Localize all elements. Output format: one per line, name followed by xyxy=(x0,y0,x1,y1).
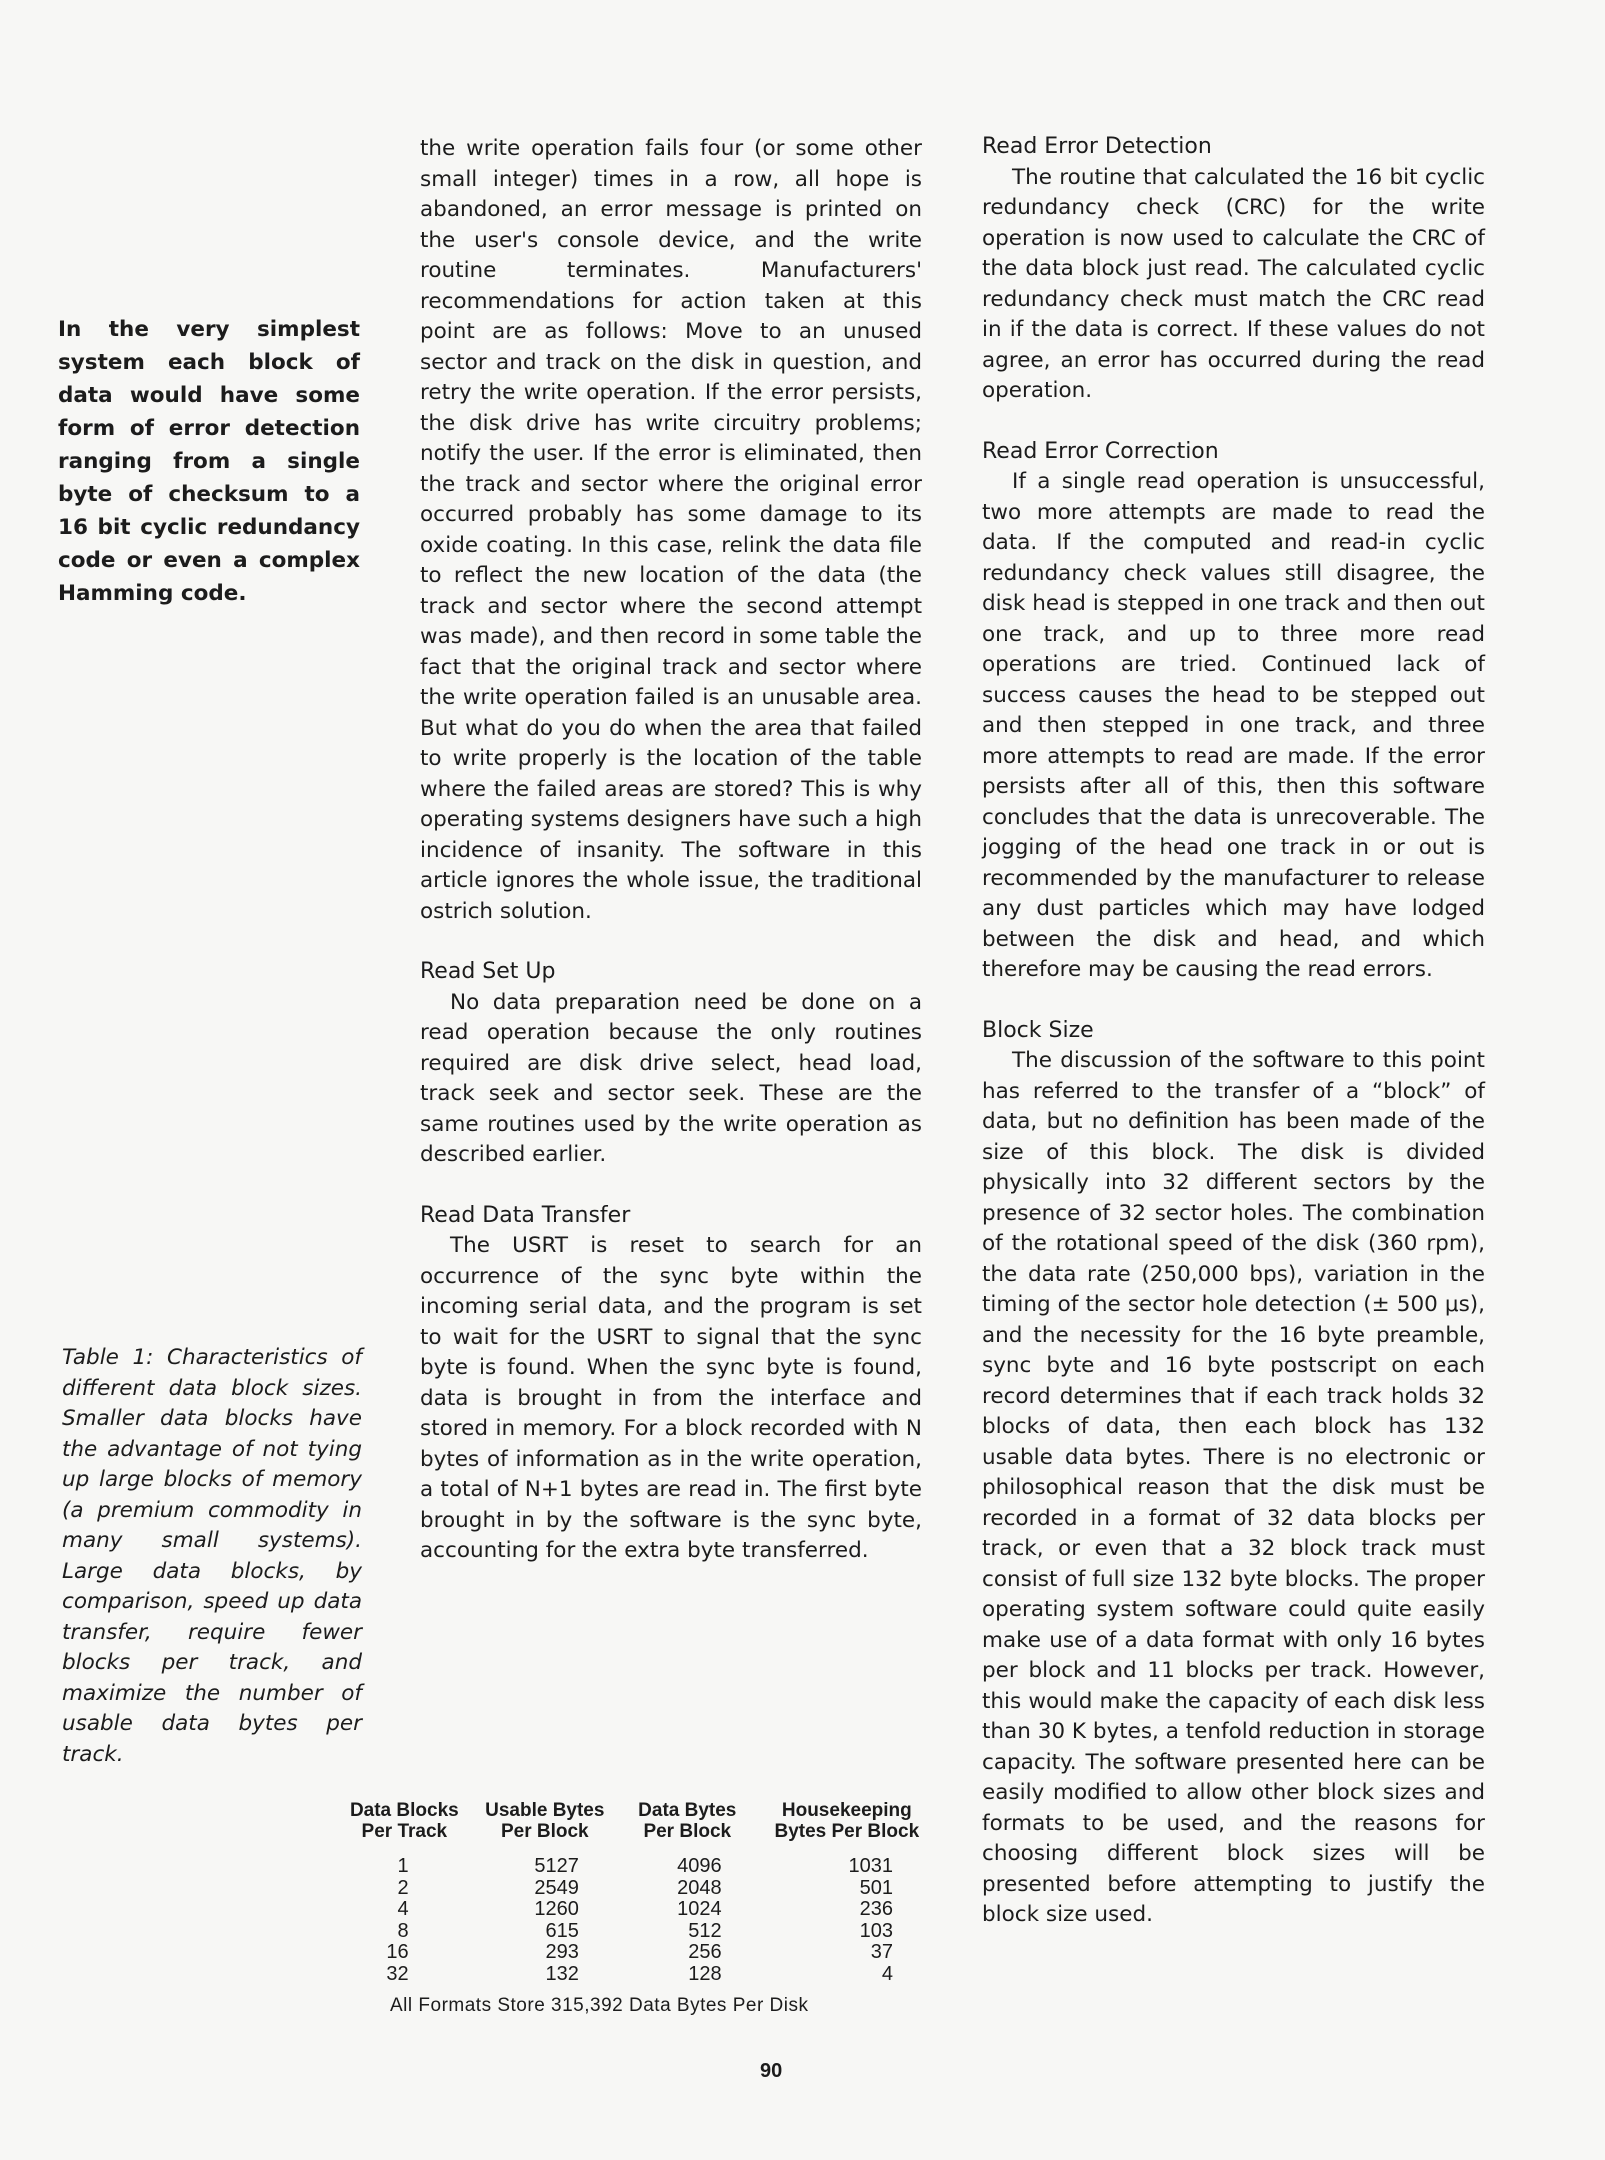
paragraph: No data preparation need be done on a read operation because the only routines required are disk drive select, head load, track seek and sector seek. These are the same routines used by the write operation as described earlier. xyxy=(420,989,922,1167)
heading-read-error-correction: Read Error Correction xyxy=(982,438,1219,464)
table-row xyxy=(338,1921,938,1943)
paragraph: The routine that calculated the 16 bit cyclic redundancy check (CRC) for the write operation is now used to calculate the CRC of the data block just read. The calculated cyclic redundancy check must match the CRC read in if the data is correct. If these values do not agree, an error has occurred during the read operation. xyxy=(982,164,1485,403)
table-cell: 132 xyxy=(545,1962,579,1985)
table-cell: 4 xyxy=(397,1898,409,1920)
heading-read-error-detection: Read Error Detection xyxy=(982,134,1212,159)
table-cell: 293 xyxy=(545,1941,579,1963)
col-header: Data Blocks Per Track xyxy=(349,1800,459,1842)
heading-block-size: Block Size xyxy=(982,1017,1094,1043)
table-cell: 256 xyxy=(688,1941,722,1963)
table-row xyxy=(338,1856,938,1878)
col-header: Housekeeping Bytes Per Block xyxy=(774,1800,920,1842)
table-cell: 32 xyxy=(386,1962,409,1985)
paragraph: If a single read operation is unsuccessful, two more attempts are made to read the data. If the computed and read-in cyclic redundancy check values still disagree, the disk head is stepped in one track and then out one track, and up to three more read operations are tried. Continued lack of success causes the head to be stepped out and then stepped in one track, and three more attempts to read are made. If the error persists after all of this, then this software concludes that the data is unrecoverable. The jogging of the head one track in or out is recommended by the manufacturer to release any dust particles which may have lodged between the disk and head, and which therefore may be causing the read errors. xyxy=(982,469,1485,982)
table-cell: 5127 xyxy=(534,1855,579,1877)
table-cell: 2549 xyxy=(534,1876,579,1899)
table-caption-text: Table 1: Characteristics of different data block sizes. Smaller data blocks have the advantage of not tying up large blocks of memory (a premium commodity in many small systems). Large data blocks, by comparison, speed up data transfer, require fewer blocks per track, and maximize the number of usable data bytes per track. xyxy=(62,1345,362,1767)
table-cell: 4 xyxy=(881,1962,893,1985)
table-footer: All Formats Store 315,392 Data Bytes Per Disk xyxy=(390,1995,809,2016)
margin-note-text: In the very simplest system each block of data would have some form of error detection ranging from a single byte of checksum to a 16 bit cyclic redundancy code or even a complex Hamming code. xyxy=(58,317,360,606)
right-column xyxy=(982,132,1485,1931)
heading-read-set-up: Read Set Up xyxy=(420,959,556,984)
paragraph: The discussion of the software to this point has referred to the transfer of a “block” of data, but no definition has been made of the size of this block. The disk is divided physically into 32 different sectors by the presence of 32 sector holes. The combination of the rotational speed of the disk (360 rpm), the data rate (250,000 bps), variation in the timing of the sector hole detection (± 500 μs), and the necessity for the 16 byte preamble, sync byte and 16 byte postscript on each record determines that if each track holds 32 blocks of data, then each block has 132 usable data bytes. There is no electronic or philosophical reason that the disk must be recorded in a format of 32 data blocks per track, or even that a 32 block track must consist of full size 132 byte blocks. The proper operating system software could quite easily make use of a data format with only 16 bytes per block and 11 blocks per track. However, this would make the capacity of each disk less than 30 K bytes, a tenfold reduction in storage capacity. The software presented here can be easily modified to allow other block sizes and formats to be used, and the reasons for choosing different block sizes will be presented before attempting to justify the block size used. xyxy=(982,1048,1486,1927)
margin-note xyxy=(58,313,360,610)
paragraph: the write operation fails four (or some other small integer) times in a row, all hope is abandoned, an error message is printed on the user's console device, and the write routine terminates. Manufacturers' recommendations for action taken at this point are as follows: Move to an unused sector and track on the disk in question, and retry the write operation. If the error persists, the disk drive has write circuitry problems; notify the user. If the error is eliminated, then the track and sector where the original error occurred probably has some damage to its oxide coating. In this case, relink the data file to reflect the new location of the data (the track and sector where the second attempt was made), and then record in some table the fact that the original track and sector where the write operation failed is an unusable area. But what do you do when the area that failed to write properly is the location of the table where the failed areas are stored? This is why operating systems designers have such a high incidence of insanity. The software in this article ignores the whole issue, the traditional ostrich solution. xyxy=(420,136,922,924)
table-cell: 512 xyxy=(688,1919,722,1942)
col-header: Usable Bytes Per Block xyxy=(485,1800,605,1842)
col-header: Data Bytes Per Block xyxy=(638,1800,737,1842)
table-cell: 8 xyxy=(397,1919,409,1942)
heading-read-data-transfer: Read Data Transfer xyxy=(420,1202,631,1228)
table-row xyxy=(338,1964,938,1986)
table-cell: 1031 xyxy=(848,1855,893,1877)
page-number: 90 xyxy=(760,2060,783,2082)
table-cell: 501 xyxy=(859,1876,893,1899)
table-cell: 2048 xyxy=(677,1876,722,1899)
table-row xyxy=(338,1899,938,1921)
table-cell: 16 xyxy=(386,1941,409,1963)
table-cell: 103 xyxy=(859,1919,893,1942)
block-size-table xyxy=(338,1800,938,1985)
table-cell: 4096 xyxy=(677,1855,722,1877)
table-row xyxy=(338,1878,938,1900)
middle-column xyxy=(420,134,922,1567)
table-cell: 1260 xyxy=(534,1898,579,1920)
table-cell: 236 xyxy=(859,1898,893,1920)
table-caption xyxy=(62,1343,362,1770)
paragraph: The USRT is reset to search for an occurrence of the sync byte within the incoming serial data, and the program is set to wait for the USRT to signal that the sync byte is found. When the sync byte is found, data is brought in from the interface and stored in memory. For a block recorded with N bytes of information as in the write operation, a total of N+1 bytes are read in. The first byte brought in by the software is the sync byte, accounting for the extra byte transferred. xyxy=(420,1233,922,1563)
table-cell: 1 xyxy=(397,1855,409,1877)
table-cell: 615 xyxy=(545,1919,579,1942)
table-row xyxy=(338,1942,938,1964)
table-cell: 2 xyxy=(397,1876,409,1899)
table-cell: 128 xyxy=(688,1962,722,1985)
table-cell: 1024 xyxy=(677,1898,722,1920)
table-cell: 37 xyxy=(870,1941,893,1963)
